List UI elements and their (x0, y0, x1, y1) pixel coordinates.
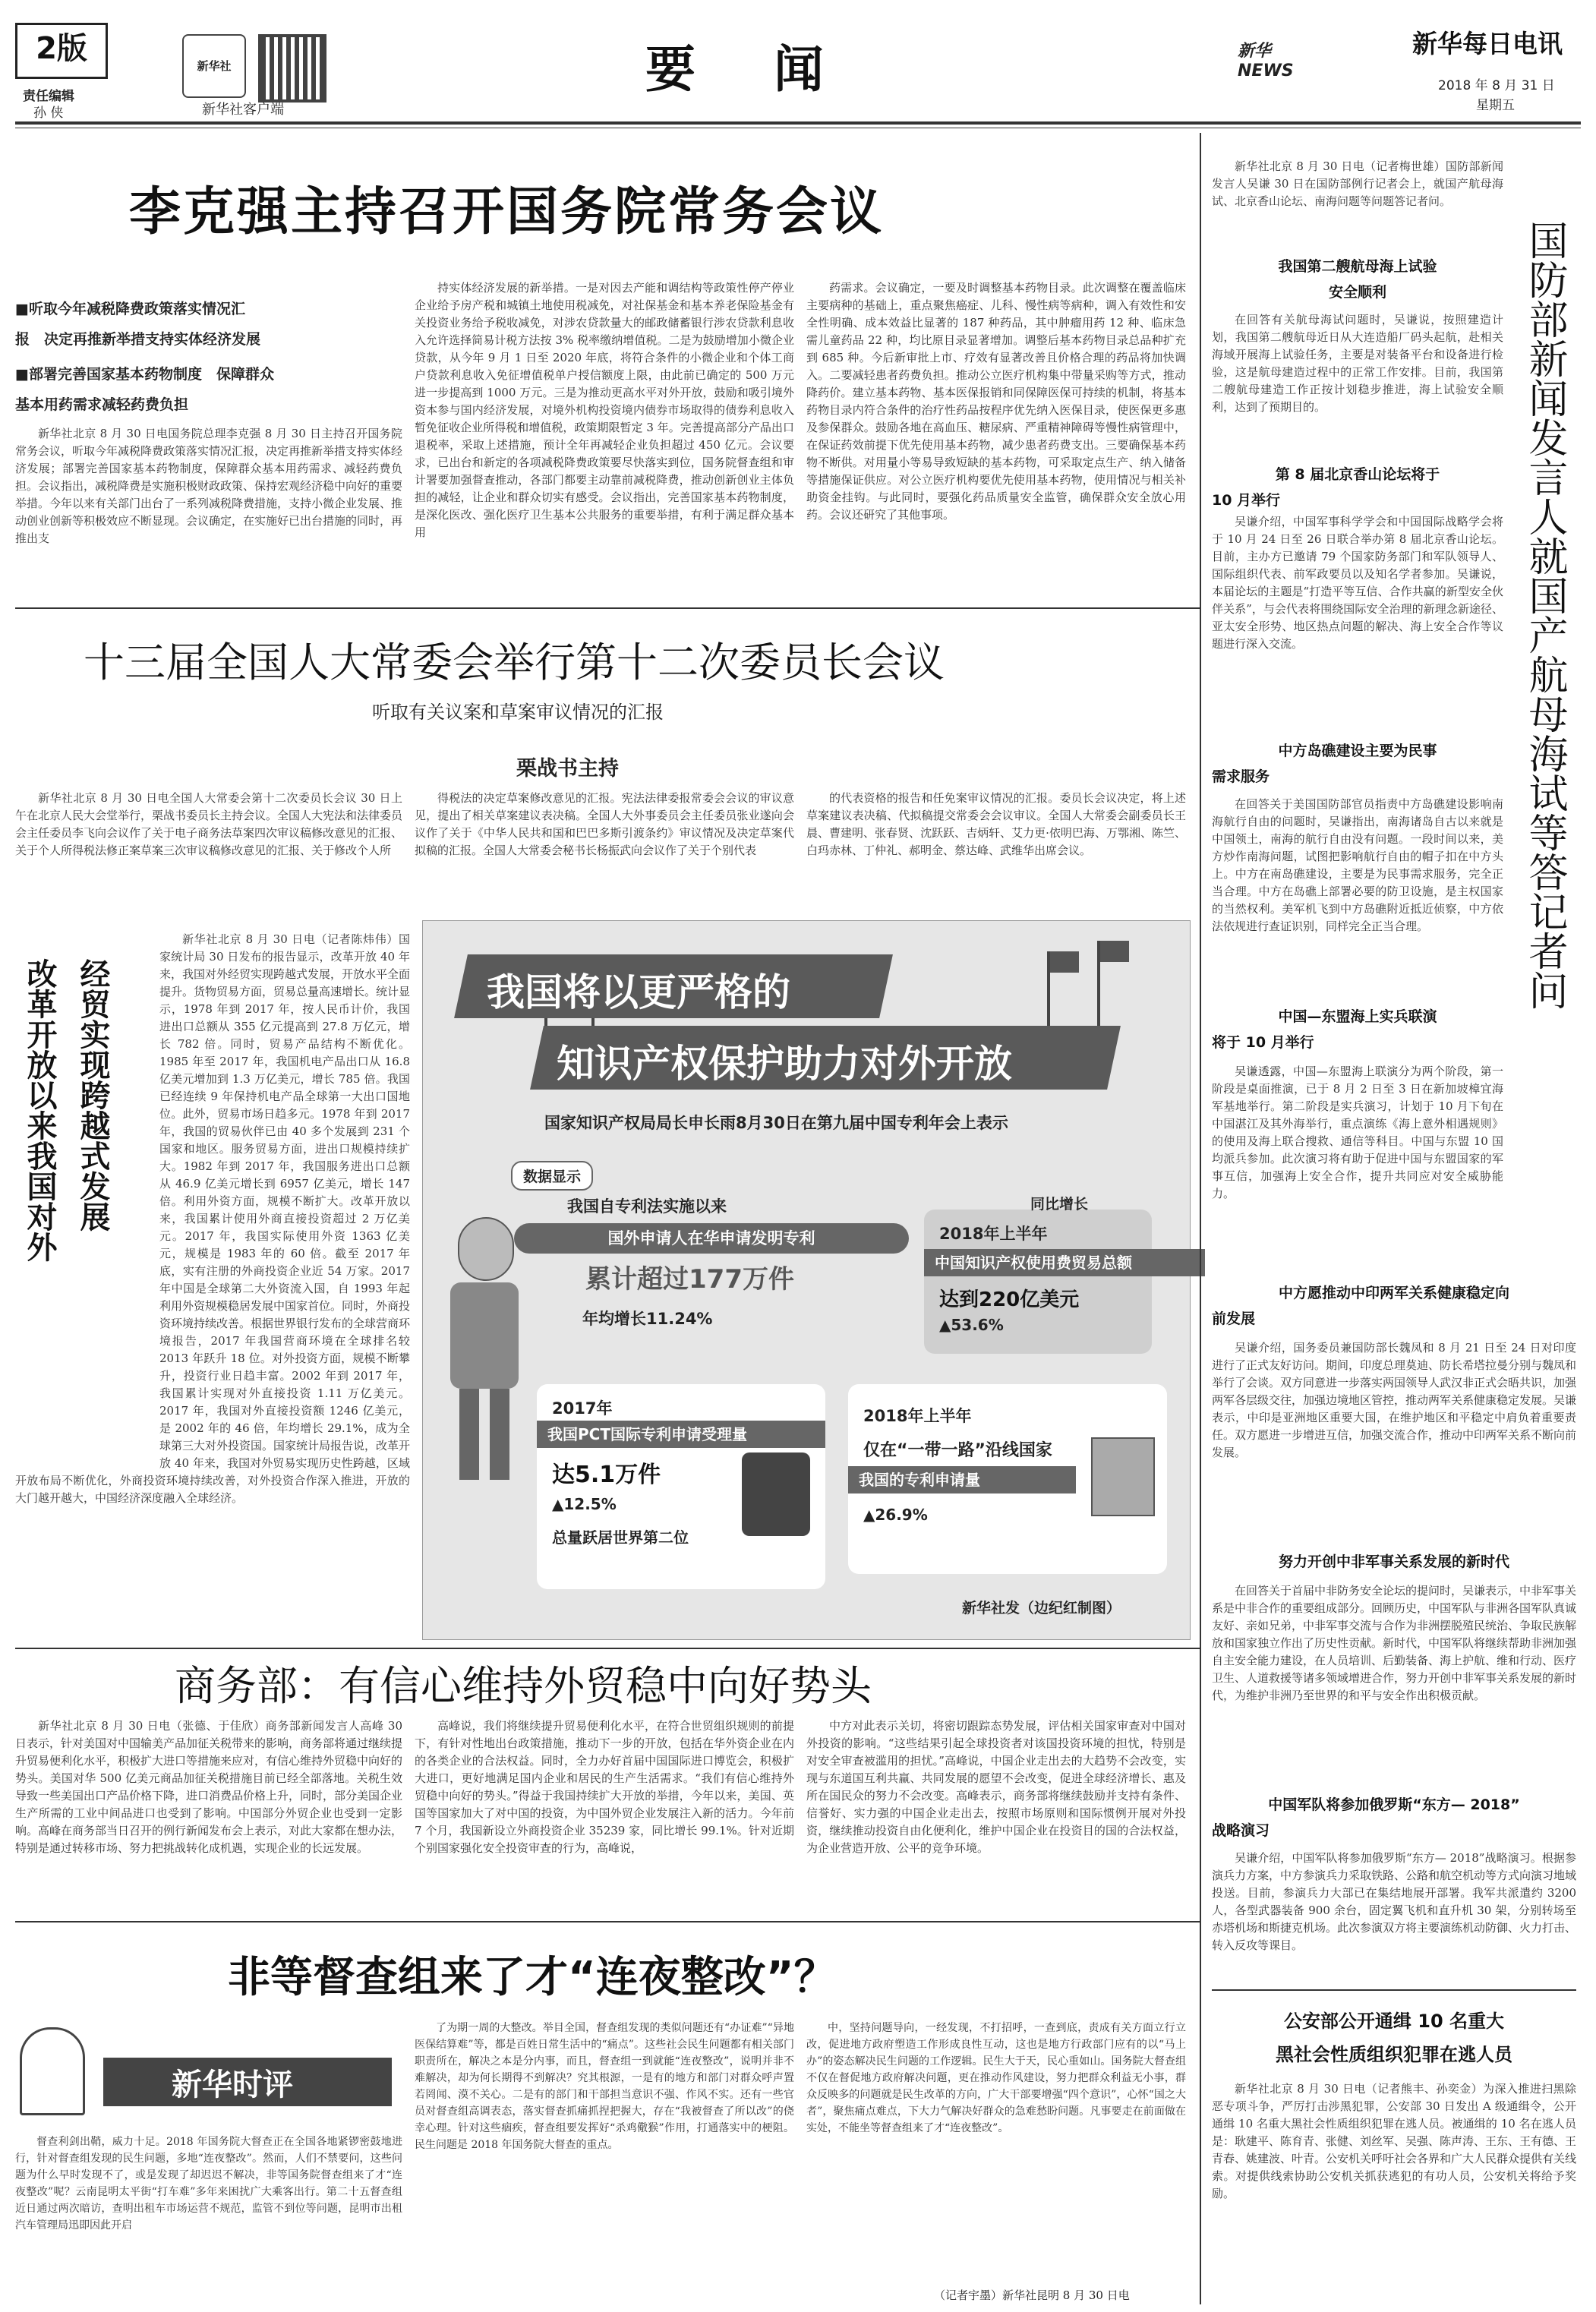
card4-line1: 仅在“一带一路”沿线国家 (863, 1441, 1052, 1460)
client-logo-text: 新华社 (197, 59, 232, 73)
card2-pct: ▲53.6% (939, 1316, 1004, 1334)
sidebar-s4-title (1212, 1004, 1503, 1055)
article3-title-gap (15, 931, 159, 1462)
sidebar-s1-title-1: 我国第二艘航母海上试验 (1278, 258, 1437, 275)
card1-big: 累计超过177万件 (585, 1264, 794, 1295)
article2-col3: 的代表资格的报告和任免案审议情况的汇报。委员长会议决定，将上述草案建议表决稿、代拟稿提交常委会会议审议。全国人大常委会副委员长王晨、曹建明、张春贤、沈跃跃、吉炳轩、艾力更·依明巴海、万鄂湘、陈竺、白玛赤林、丁仲礼、郝明金、蔡达峰、武维华出席会议。 (806, 791, 1186, 857)
editor-name: 孙 侠 (33, 106, 64, 121)
infographic-headline-2: 知识产权保护助力对外开放 (557, 1042, 1012, 1086)
article5-title: 非等督查组来了才“连夜整改”？ (228, 1953, 837, 2002)
article3-title-col1: 改革开放以来我国对外 (22, 958, 57, 1262)
article6-text: 新华社北京 8 月 30 日电（记者熊丰、孙奕金）为深入推进扫黑除恶专项斗争，严厉打击涉黑犯罪，公安部 30 日发出 A 级通缉令，公开通缉 10 名重大黑社会性质组织犯罪在逃人员。被通缉的 10 名在逃人员是：耿建平、陈育青、张健、刘丝军、吴强、陈声涛、王东、王有德、王青春、姚建波、叶青。公安机关呼吁社会各界和广大人民群众提供有关线索。对提供线索协助公安机关抓获逃犯的有功人员，公安机关将给予奖励。 (1212, 2082, 1576, 2200)
section-title: 要 闻 (645, 40, 854, 99)
ip-infographic (422, 920, 1191, 1640)
sidebar-s6-title: 努力开创中非军事关系发展的新时代 (1278, 1553, 1509, 1570)
sidebar-s7-title (1212, 1792, 1576, 1844)
commentary-brand: 新华时评 (172, 2068, 293, 2102)
card3-year: 2017年 (552, 1399, 613, 1418)
page-number: 2版 (36, 31, 87, 66)
article6-title-2: 黑社会性质组织犯罪在逃人员 (1276, 2044, 1512, 2065)
card4-bar (848, 1466, 1076, 1493)
sidebar-s3-title-1: 中方岛礁建设主要为民事 (1278, 743, 1437, 759)
card2-big: 达到220亿美元 (939, 1288, 1080, 1311)
card4-pct: ▲26.9% (863, 1506, 928, 1524)
card2-bar (924, 1249, 1205, 1276)
article1-col1: 新华社北京 8 月 30 日电国务院总理李克强 8 月 30 日主持召开国务院常务会议，听取今年减税降费政策落实情况汇报，决定再推新举措支持实体经济发展；部署完善国家基本药物制度，保障群众基本用药需求、减轻药费负担。会议指出，减税降费是实施积极财政政策、保持宏观经济稳中向好的重要举措。今年以来有关部门出台了一系列减税降费措施，支持小微企业发展、推动创业创新等积极效应不断显现。会议确定，在实施好已出台措施的同时，再推出支 (15, 427, 402, 545)
sidebar-s7-text: 吴谦介绍，中国军队将参加俄罗斯“东方— 2018”战略演习。根据参演兵力方案，中方参演兵力采取铁路、公路和航空机动等方式向演习地域投送。目前，参演兵力大部已在集结地展开部署。我军共派遣约 3200 人，各型武器装备 900 余台，固定翼飞机和直升机 30 架，分别转场至赤塔机场和斯捷克机场。此次参演双方将主要演练机动防御、火力打击、转入反攻等课目。 (1212, 1851, 1576, 1952)
person-illustration (443, 1217, 526, 1490)
sidebar-s2-title-1: 第 8 届北京香山论坛将于 (1275, 466, 1440, 483)
article4-col1: 新华社北京 8 月 30 日电（张德、于佳欣）商务部新闻发言人高峰 30 日表示，针对美国对中国输美产品加征关税带来的影响，商务部将通过继续提升贸易便利化水平，积极扩大进口等措施来应对，有信心维持外贸稳中向好的势头。美国对华 500 亿美元商品加征关税措施目前已经全部落地。关税生效导致一些美国出口产品价格下降，进口消费品价格上升，同时，部分美国企业生产所需的工业中间品进口也受到了影响。中国部分外贸企业也受到一定影响。高峰在商务部当日召开的例行新闻发布会上表示，对此大家都在想办法，特别是通过转移市场、努力把挑战转化成机遇，实现企业的长远发展。 (15, 1719, 402, 1855)
date: 2018 年 8 月 31 日 (1438, 78, 1555, 93)
infographic-headline-1: 我国将以更严格的 (487, 970, 790, 1014)
article1-title: 李克强主持召开国务院常务会议 (129, 182, 885, 242)
card3-pct: ▲12.5% (552, 1495, 617, 1513)
article6-title (1212, 2004, 1576, 2071)
infographic-credit: 新华社发（边纪红制图） (962, 1600, 1121, 1617)
sidebar-s7-title-2: 战略演习 (1212, 1822, 1270, 1839)
news-logo (1238, 38, 1298, 99)
article5-col2: 了为期一周的大整改。举目全国，督查组发现的类似问题还有“办证难”“异地医保结算难”等，都是百姓日常生活中的“痛点”。这些社会民生问题都有相关部门职责所在，解决之本是分内事，而且，督查组一到就能“连夜整改”，说明并非不难解决，却为何长期得不到解决？究其根源，一是有的地方和部门对群众呼声置若罔闻、漠不关心。二是有的部门和干部担当意识不强、作风不实。还有一些官员对督查组高调表态，落实督查抓痛抓捏把握大，存在“我被督查了所以改”的侥幸心理。针对这些痼疾，督查组要发挥好“杀鸡儆猴”作用，打通落实中的梗阻。民生问题是 2018 年国务院大督查的重点。 (415, 2022, 794, 2151)
sidebar-s5-text: 吴谦介绍，国务委员兼国防部长魏凤和 8 月 21 日至 24 日对印度进行了正式友好访问。期间，印度总理莫迪、防长希塔拉曼分别与魏凤和举行了会谈。双方同意进一步落实两国领导人武汉非正式会晤共识，加强两军各层级交往，加强边境地区管控，推动两军关系健康稳定发展。吴谦表示，中印是亚洲地区重要大国，在维护地区和平稳定中肩负着重要责任。双方愿进一步增进互信，加强交流合作，推动中印两军关系不断向前发展。 (1212, 1341, 1576, 1459)
sidebar-s5-title (1212, 1280, 1576, 1332)
editor-label: 责任编辑 (23, 89, 74, 104)
qr-code (258, 34, 326, 103)
card3-bar (537, 1421, 825, 1448)
document-illustration (1091, 1437, 1155, 1516)
card4-title: 2018年上半年 (863, 1407, 972, 1425)
sidebar-s2-text: 吴谦介绍，中国军事科学学会和中国国际战略学会将于 10 月 24 日至 26 日联合举办第 8 届北京香山论坛。目前，主办方已邀请 79 个国家防务部门和军队领导人、国际组织代表、前军政要员以及知名学者参加。吴谦说，本届论坛的主题是“打造平等互信、合作共赢的新型安全伙伴关系”，与会代表将围绕国际安全治理的新理念新途径、亚太安全形势、地区热点问题的解决、海上安全合作等议题进行深入交流。 (1212, 515, 1503, 651)
card3-big: 达5.1万件 (552, 1462, 661, 1488)
sidebar-s3-title-2: 需求服务 (1212, 768, 1270, 785)
briefcase-illustration (742, 1452, 810, 1536)
article1-subhead-1b: 报 决定再推新举措支持实体经济发展 (15, 331, 261, 348)
article2-col2: 得税法的决定草案修改意见的汇报。宪法法律委报常委会会议的审议意见，提出了相关草案建议表决稿。全国人大外事委员会主任委员张业遂向会议作了关于《中华人民共和国和巴巴多斯引渡条约》审议情况及决定草案代拟稿的汇报。全国人大常委会秘书长杨振武向会议作了关于个别代表 (415, 791, 794, 857)
card4-line2: 我国的专利申请量 (859, 1471, 980, 1489)
article2-presider: 栗战书主持 (516, 757, 619, 781)
sidebar-s3-text: 在回答关于美国国防部官员指责中方岛礁建设影响南海航行自由的问题时，吴谦指出，南海诸岛自古以来就是中国领土，南海的航行自由没有问题。一段时间以来，美方炒作南海问题，试图把影响航行自由的帽子扣在中方头上。中方在南岛礁建设，主要是为民事需求服务，完全正当合理。中方在岛礁上部署必要的防卫设施，是主权国家的当然权利。美军机飞到中方岛礁附近抵近侦察，中方依法依规进行查证识别，同样完全正当合理。 (1212, 797, 1503, 933)
weekday: 星期五 (1476, 98, 1515, 113)
article2-title: 十三届全国人大常委会举行第十二次委员长会议 (84, 639, 945, 686)
article5-byline: （记者宇墨）新华社昆明 8 月 30 日电 (934, 2288, 1130, 2302)
sidebar-s3-title (1212, 738, 1503, 790)
article1-subhead-1a: ■听取今年减税降费政策落实情况汇 (15, 301, 245, 317)
client-label: 新华社客户端 (202, 102, 284, 118)
article1-subhead-2b: 基本用药需求减轻药费负担 (15, 396, 189, 413)
article4-col3: 中方对此表示关切，将密切跟踪态势发展，评估相关国家审查对中国对外投资的影响。“这些结果引起全球投资者对该国投资环境的担忧，特别是对安全审查被滥用的担忧。”高峰说，中国企业走出去的大趋势不会改变，实现与东道国互利共赢、共同发展的愿望不会改变，促进全球经济增长、惠及所在国民众的努力不会改变。高峰表示，商务部将继续鼓励并支持有条件、信誉好、实力强的中国企业走出去，按照市场原则和国际惯例开展对外投资，继续推动投资自由化便利化，维护中国企业在投资目的国的合法权益，为企业营造开放、公平的竞争环境。 (806, 1719, 1186, 1855)
sidebar-s1-title-2: 安全顺利 (1328, 284, 1386, 301)
article3-body: 新华社北京 8 月 30 日电（记者陈炜伟）国家统计局 30 日发布的报告显示，改革开放 40 年来，我国对外经贸实现跨越式发展，开放水平全面提升。货物贸易方面，贸易总量高速增长。统计显示，1978 年到 2017 年，按人民币计价，我国进出口总额从 355 亿元提高到 27.8 万亿元，增长 782 倍。同时，贸易产品结构不断优化。1985 年至 2017 年，我国机电产品出口从 16.8 亿美元增加到 1.3 万亿美元，增长 785 倍。我国已经连续 9 年保持机电产品全球第一大出口国地位。此外，贸易市场日趋多元。1978 年到 2017 年，我国的贸易伙伴已由 40 多个发展到 231 个国家和地区。服务贸易方面，进出口规模持续扩大。1982 年到 2017 年，我国服务进出口总额从 46.9 亿美元增长到 6957 亿美元，增长 147 倍。利用外资方面，规模不断扩大。改革开放以来，我国累计使用外商直接投资超过 2 万亿美元。2017 年，我国实际使用外资 1363 亿美元，规模是 1983 年的 60 倍。截至 2017 年底，实有注册的外商投资企业近 54 万家。2017 年中国是全球第二大外资流入国，自 1993 年起利用外资规模稳居发展中国家首位。同时，外商投资环境持续改善。根据世界银行发布的全球营商环境报告，2017 年我国营商环境在全球排名较 2013 年跃升 18 位。对外投资方面，规模不断攀升，投资行业日趋丰富。2002 年到 2017 年，我国累计实现对外直接投资 1.11 万亿美元。2017 年，我国对外直接投资额 1246 亿美元，是 2002 年的 46 倍，年均增长 29.1%，成为全球第三大对外投资国。国家统计局报告说，改革开放 40 年来，我国对外贸易实现历史性跨越，区域开放布局不断优化，外商投资环境持续改善，对外投资合作深入推进，开放的大门越开越大，中国经济深度融入全球经济。 (15, 932, 410, 1505)
card3-line: 我国PCT国际专利申请受理量 (547, 1425, 747, 1443)
sidebar-s6-text: 在回答关于首届中非防务安全论坛的提问时，吴谦表示，中非军事关系是中非合作的重要组成部分。回顾历史，中国军队与非洲各国军队真诚友好、亲如兄弟，中非军事交流与合作为非洲摆脱殖民统治、争取民族解放和国家独立作出了历史性贡献。新时代，中国军队将继续帮助非洲加强自主安全能力建设，在人员培训、后勤装备、海上护航、维和行动、医疗卫生、人道救援等诸多领域增进合作，努力开创中非军事关系发展的新时代，为维护非洲乃至世界的和平与安全作出积极贡献。 (1212, 1584, 1576, 1702)
card3-rank: 总量跃居世界第二位 (552, 1528, 689, 1547)
sidebar-s1-text: 在回答有关航母海试问题时，吴谦说，按照建造计划，我国第二艘航母近日从大连造船厂码头起航，赴相关海域开展海上试验任务，主要是对装备平台和设备进行检验，这是航母建造过程中的正常工作安排。目前，我国第二艘航母建造工作正按计划稳步推进，海上试验安全顺利，达到了预期目的。 (1212, 313, 1503, 414)
article1-col3: 药需求。会议确定，一要及时调整基本药物目录。此次调整在覆盖临床主要病种的基础上，重点聚焦癌症、儿科、慢性病等病种，调入有效性和安全性明确、成本效益比显著的 187 种药品，其中肿瘤用药 12 种、临床急需儿童药品 22 种，均比原目录显著增加。调整后基本药物目录总品种扩充到 685 种。今后新审批上市、疗效有显著改善且价格合理的药品将加快调入。二要减轻患者药费负担。推动公立医疗机构集中带量采购等方式，推动降药价。建立基本药物、基本医保报销和同保障医保可持续的机制，将基本药物目录内符合条件的治疗性药品按程序优先纳入医保目录，使医保更多惠及参保群众。鼓励各地在高血压、糖尿病、严重精神障碍等慢性病管理中，在保证药效前提下优先使用基本药物，减少患者药费支出。三要确保基本药物不断供。对用量小等易导致短缺的基本药物，可采取定点生产、纳入储备等措施保证供应。对公立医疗机构要优先使用基本药物，使用情况与相关补助资金挂钩。与此同时，要强化药品质量安全监管，确保群众安全放心用药。会议还研究了其他事项。 (806, 281, 1186, 522)
sidebar-s2-title-2: 10 月举行 (1212, 492, 1281, 509)
card1-title: 我国自专利法实施以来 (567, 1197, 727, 1216)
article2-col1: 新华社北京 8 月 30 日电全国人大常委会第十二次委员长会议 30 日上午在北京人民大会堂举行，栗战书委员长主持会议。全国人大宪法和法律委员会主任委员李飞向会议作了关于电子商务法草案四次审议稿修改意见的汇报、关于个人所得税法修正案草案三次审议稿修改意见的汇报、关于修改个人所 (15, 791, 402, 857)
sidebar-s4-title-2: 将于 10 月举行 (1212, 1034, 1314, 1051)
sidebar-s7-title-1: 中国军队将参加俄罗斯“东方— 2018” (1268, 1796, 1520, 1813)
sidebar-s2-title (1212, 462, 1503, 513)
sidebar-intro: 新华社北京 8 月 30 日电（记者梅世雄）国防部新闻发言人吴谦 30 日在国防部例行记者会上，就国产航母海试、北京香山论坛、南海问题等问题答记者问。 (1212, 159, 1503, 208)
card2-title: 2018年上半年 (939, 1225, 1048, 1243)
sidebar-s1-title (1212, 254, 1503, 305)
client-logo (182, 34, 246, 98)
article4-col2: 高峰说，我们将继续提升贸易便利化水平，在符合世贸组织规则的前提下，有针对性地出台政策措施，推动下一步的开放，包括在华外资企业在内的各类企业的合法权益。同时，全力办好首届中国国际进口博览会，积极扩大进口，更好地满足国内企业和居民的生产生活需求。“我们有信心维持外贸稳中向好的势头。”得益于我国持续扩大开放的举措，今年以来，美国、英国等国家加大了对中国的投资，为中国外贸企业发展注入新的活力。今年前 7 个月，我国新设立外商投资企业 35239 家，同比增长 99.1%。针对近期个别国家强化安全投资审查的行为，高峰说， (415, 1719, 794, 1855)
sidebar-s4-title-1: 中国—东盟海上实兵联演 (1278, 1008, 1437, 1025)
infographic-source: 国家知识产权局局长申长雨8月30日在第九届中国专利年会上表示 (544, 1114, 1008, 1132)
card1-growth: 年均增长11.24% (582, 1310, 713, 1328)
yoy-label: 同比增长 (1030, 1196, 1089, 1213)
article3-title-col2: 经贸实现跨越式发展 (75, 958, 110, 1232)
data-label: 数据显示 (511, 1161, 593, 1191)
sidebar-s5-title-1: 中方愿推动中印两军关系健康稳定向 (1278, 1285, 1509, 1301)
paper-name: 新华每日电讯 (1412, 29, 1563, 58)
card2-line: 中国知识产权使用费贸易总额 (935, 1254, 1132, 1272)
page-number-box (15, 23, 108, 79)
article6-title-1: 公安部公开通缉 10 名重大 (1283, 2011, 1505, 2032)
article1-col2: 持实体经济发展的新举措。一是对因去产能和调结构等政策性停产停业企业给予房产税和城镇土地使用税减免，对社保基金和基本养老保险基金有关投资业务给予税收减免，对涉农贷款量大的邮政储蓄银行涉农贷款利息收入允许选择简易计税方法按 3% 税率缴纳增值税。二是为鼓励增加小微企业贷款，从今年 9 月 1 日至 2020 年底，将符合条件的小微企业和个体工商户贷款利息收入免征增值税单户授信额度上限，由此前已确定的 500 万元进一步提高到 1000 万元。三是为推动更高水平对外开放，鼓励和吸引境外资本参与国内经济发展，对境外机构投资境内债券市场取得的债券利息收入暂免征收企业所得税和增值税，政策期限暂定 3 年。完善提高部分产品出口退税率，采取上述措施，预计全年再减轻企业负担超过 450 亿元。会议要求，已出台和新定的各项减税降费政策要尽快落实到位，国务院督查组和审计署要加强督查推动，各部门都要主动靠前减税降费，推动创新创业主体负担的减轻，让企业和群众切实有感受。会议指出，完善国家基本药物制度，是深化医改、强化医疗卫生基本公共服务的重要举措，有利于满足群众基本用 (415, 281, 794, 539)
sidebar-headline: 国防部新闻发言人就国产航母海试等答记者问 (1522, 220, 1567, 1010)
article1-subhead-2a: ■部署完善国家基本药物制度 保障群众 (15, 366, 274, 383)
news-logo-text: 新华 NEWS (1238, 42, 1294, 80)
commentary-logo (20, 2027, 399, 2118)
card1-bar (514, 1223, 909, 1254)
sidebar-s5-title-2: 前发展 (1212, 1311, 1256, 1327)
article4-title: 商务部：有信心维持外贸稳中向好势头 (175, 1662, 872, 1710)
article5-col3: 中，坚持问题导向，一经发现，不打招呼，一查到底，责成有关方面立行立改，促进地方政府塑造工作形成良性互动，这也是地方行政部门应有的以“马上办”的姿态解决民生问题的工作逻辑。民生大于天，民心重如山。国务院大督查组不仅在督促地方政府解决问题，更在推动作风建设，努力把群众利益无小事，群众反映多的问题就是民生改革的方向，广大干部要增强“四个意识”，心怀“国之大者”，聚焦痛点难点，下大力气解决好群众的急难愁盼问题。凡事要走在前面做在实处，不能坐等督查组来了才“连夜整改”。 (806, 2022, 1186, 2134)
article2-subtitle: 听取有关议案和草案审议情况的汇报 (372, 702, 664, 723)
sidebar-s4-text: 吴谦透露，中国—东盟海上联演分为两个阶段，第一阶段是桌面推演，已于 8 月 2 日至 3 日在新加坡樟宜海军基地举行。第二阶段是实兵演习，计划于 10 月下旬在中国湛江及其外海举行，重点演练《海上意外相遇规则》的使用及海上联合搜救、通信等科目。中国与东盟 10 国均派兵参加。此次演习将有助于促进中国与东盟国家的军事互信，加强海上安全合作，提升共同应对安全威胁能力。 (1212, 1065, 1503, 1200)
article5-col1: 督查利剑出鞘，威力十足。2018 年国务院大督查正在全国各地紧锣密鼓地进行，针对督查组发现的民生问题，多地“连夜整改”。然而，人们不禁要问，这些问题为什么早时发现不了，或是发现了却迟迟不解决，非等国务院督查组来了才“连夜整改”呢？云南昆明太平街“打车难”多年来困扰广大乘客出行。第二十五督查组近日通过两次暗访，查明出租车市场运营不规范，监管不到位等问题，昆明市出租汽车管理局迅即因此开启 (15, 2136, 402, 2232)
card1-line: 国外申请人在华申请发明专利 (607, 1229, 815, 1247)
pen-icon (20, 2027, 85, 2115)
